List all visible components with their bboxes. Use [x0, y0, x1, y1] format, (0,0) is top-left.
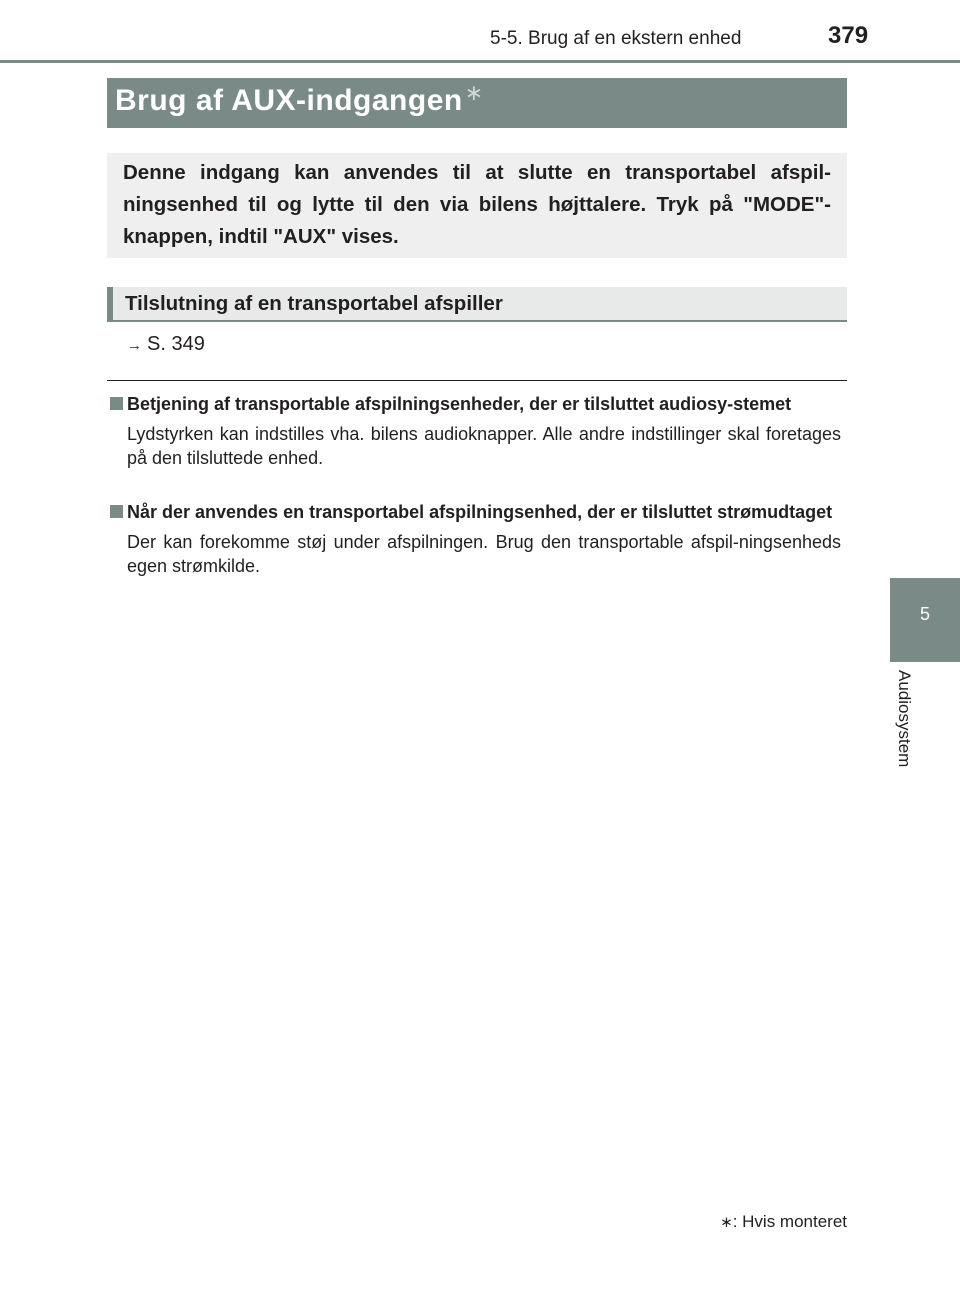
- chapter-tab-number: 5: [919, 604, 930, 624]
- section-title-bar: [107, 78, 847, 128]
- intro-box: [107, 153, 847, 258]
- chapter-tab-label: [894, 670, 918, 790]
- chapter-tab[interactable]: [890, 578, 960, 662]
- page-reference-text: S. 349: [147, 333, 205, 355]
- page-number: 379: [828, 22, 869, 49]
- note-heading: [107, 500, 847, 524]
- note-item: [107, 500, 847, 578]
- running-header-section: 5-5. Brug af en ekstern enhed: [490, 28, 742, 49]
- footnote-text: : Hvis monteret: [732, 1212, 847, 1231]
- section-title-text: Brug af AUX-indgangen: [115, 84, 463, 117]
- header-rule: [0, 60, 960, 63]
- note-heading-text: Når der anvendes en transportabel afspilningsenhed, der er tilsluttet strømudtaget: [127, 502, 833, 522]
- subsection-title: Tilslutning af en transportabel afspiller: [125, 292, 503, 315]
- notes-divider: [107, 380, 847, 381]
- square-bullet-icon: [110, 505, 123, 518]
- square-bullet-icon: [110, 397, 123, 410]
- intro-text: Denne indgang kan anvendes til at slutte en transportabel afspil-ningsenhed til og lytte til den via bilens højttalere. Tryk på "MODE"-knappen, indtil "AUX" vises.: [123, 161, 831, 248]
- note-item: [107, 392, 847, 470]
- chapter-tab-label-text: Audiosystem: [895, 670, 914, 768]
- subsection-rule: [107, 320, 847, 322]
- footnote-marker-icon: ∗: [720, 1214, 733, 1231]
- subsection-accent: [107, 287, 113, 320]
- footnote: [700, 1212, 847, 1232]
- section-title: [115, 80, 484, 118]
- note-body: Lydstyrken kan indstilles vha. bilens audioknapper. Alle andre indstillinger skal foretages på den tilsluttede enhed.: [127, 424, 841, 468]
- optional-marker-icon: ∗: [464, 80, 484, 105]
- note-body: Der kan forekomme støj under afspilningen. Brug den transportable afspil-ningsenheds egen strømkilde.: [127, 532, 841, 576]
- page-reference[interactable]: [127, 333, 205, 356]
- note-heading: [107, 392, 847, 416]
- subsection-bar: [107, 287, 847, 320]
- arrow-right-icon: →: [127, 337, 142, 354]
- note-heading-text: Betjening af transportable afspilningsenheder, der er tilsluttet audiosy-stemet: [127, 394, 792, 414]
